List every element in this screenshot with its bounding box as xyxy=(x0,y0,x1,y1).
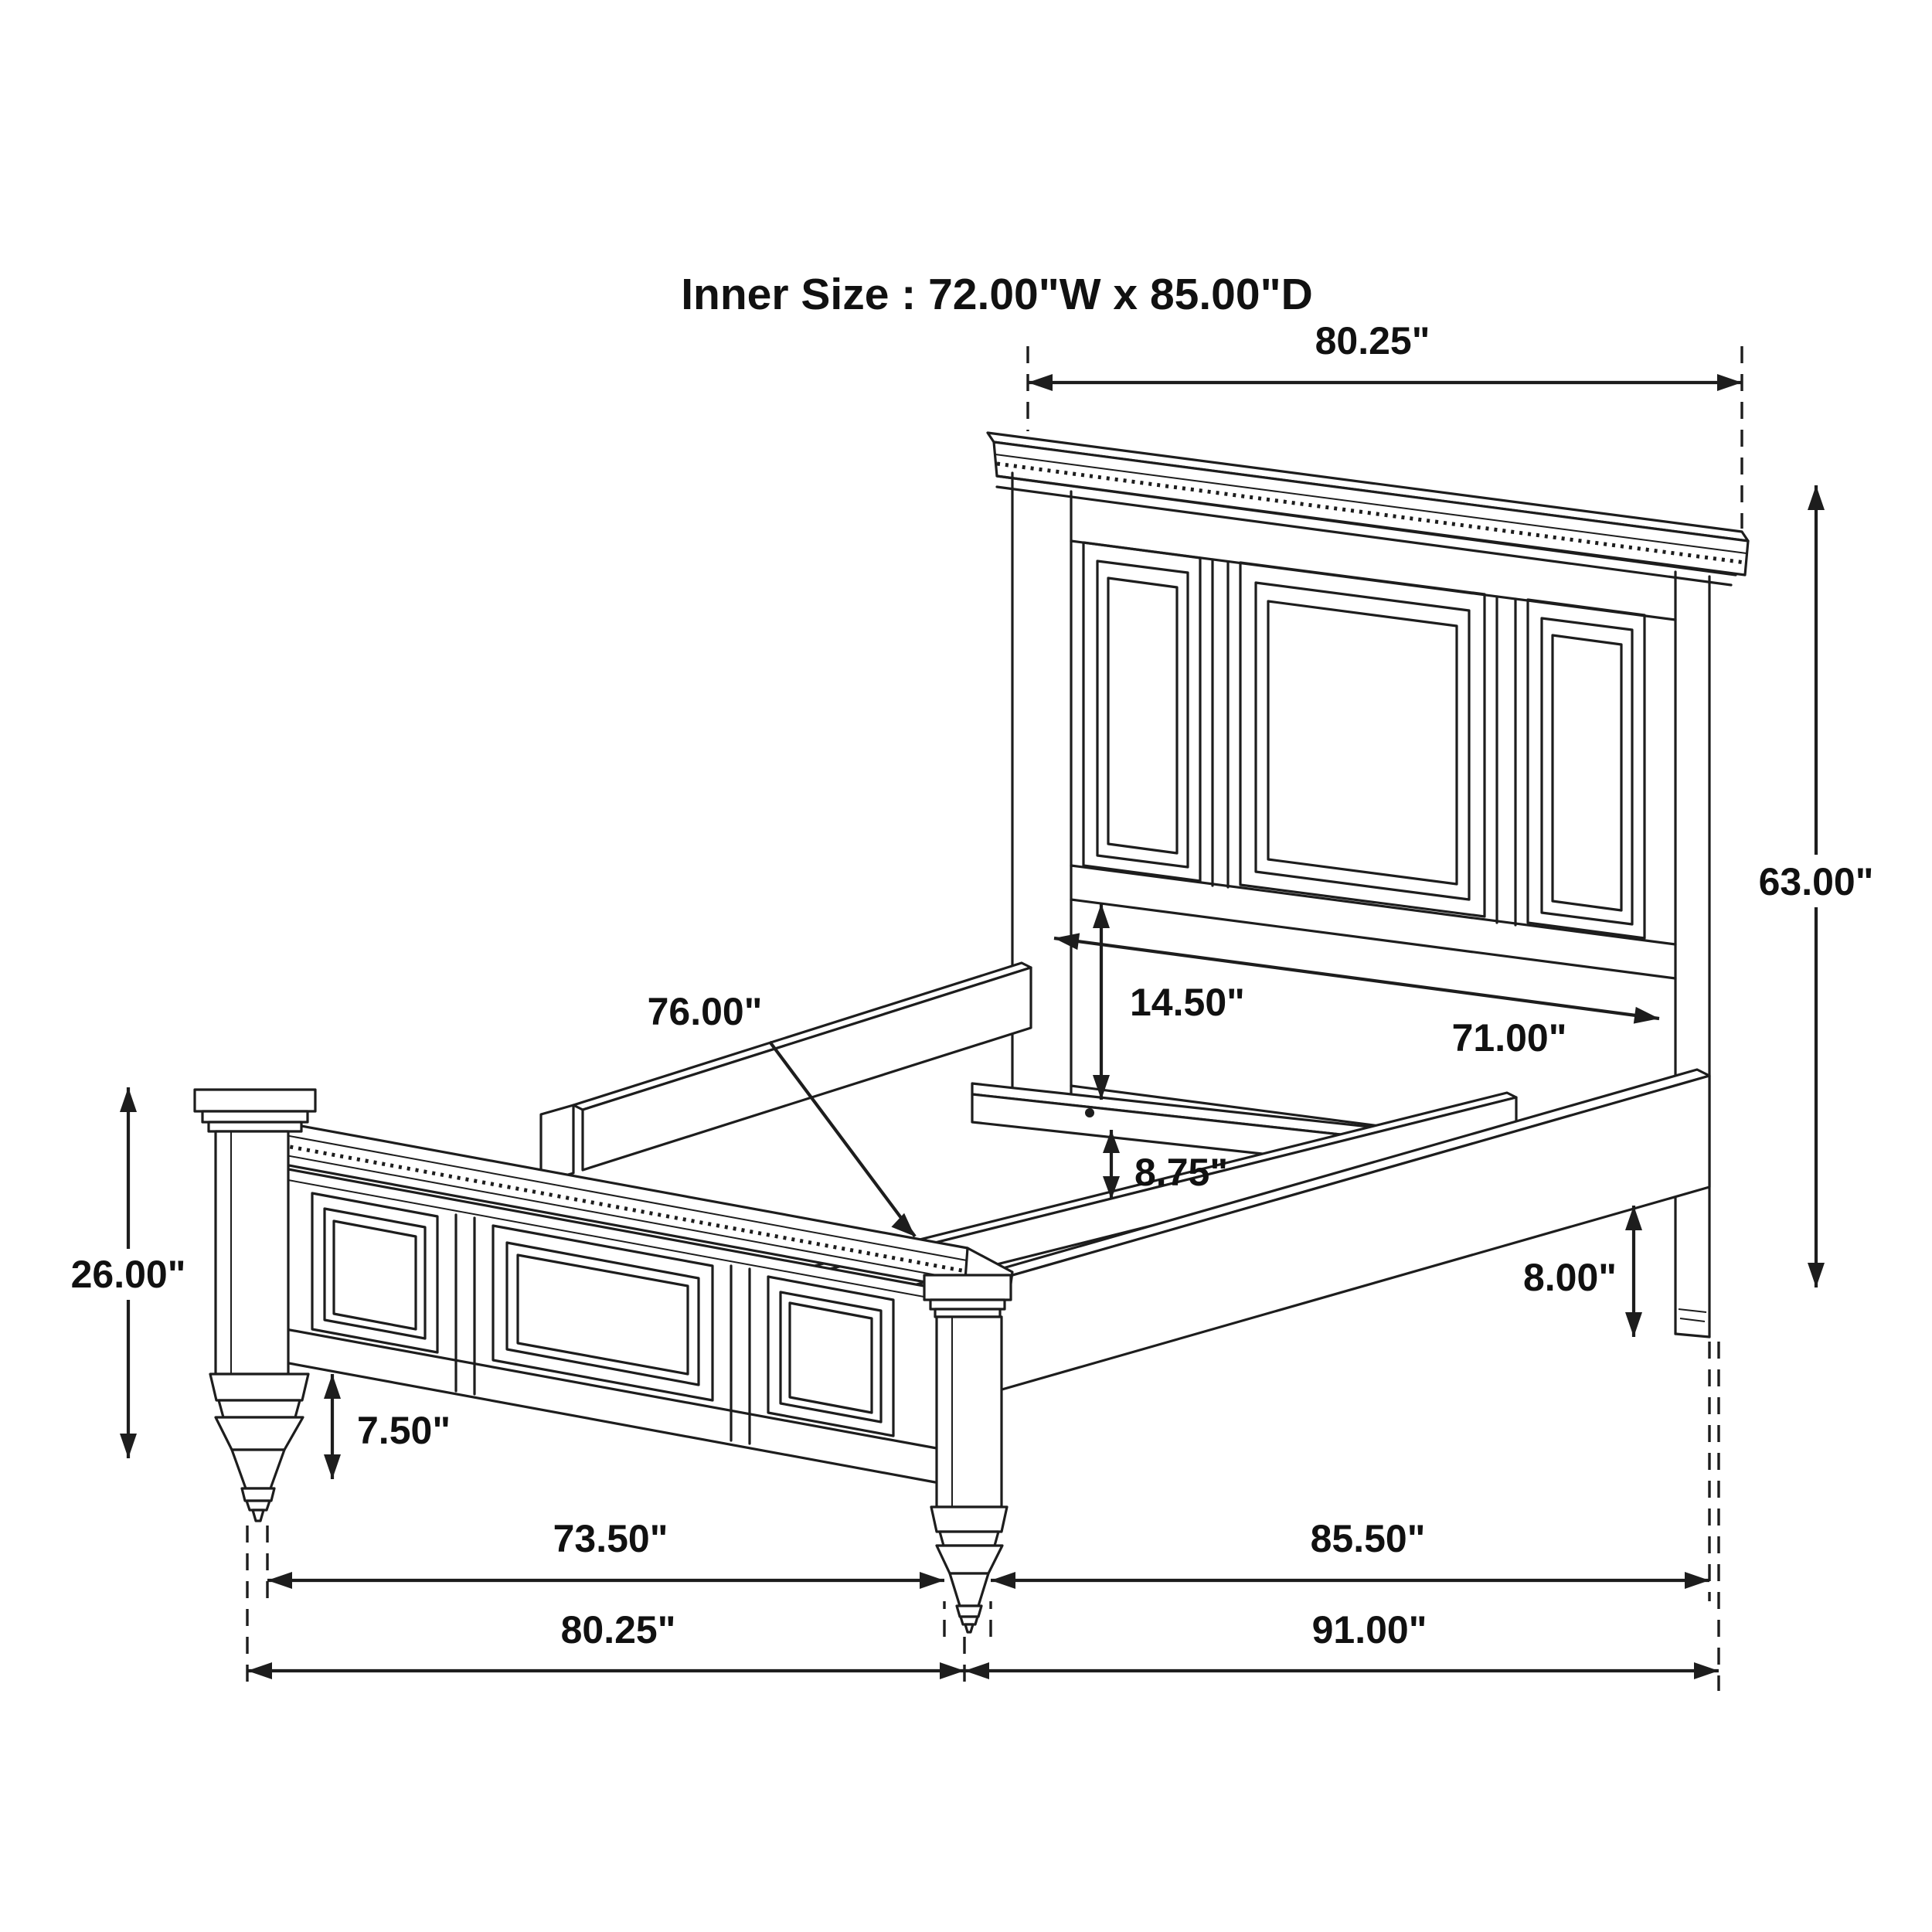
dim-label-rail-clearance: 8.00" xyxy=(1522,1256,1617,1299)
dim-label-slat-clearance: 8.75" xyxy=(1134,1151,1229,1194)
dimension-footboard-width xyxy=(247,1662,964,1679)
dim-label-leg-height: 7.50" xyxy=(357,1409,451,1452)
slat-peg-dot xyxy=(1085,1108,1094,1117)
dim-label-headboard-height: 63.00" xyxy=(1758,860,1874,903)
dim-label-footboard-inner-span: 73.50" xyxy=(553,1517,668,1560)
dim-label-headboard-width-top: 80.25" xyxy=(1315,319,1430,362)
dim-label-inner-width: 71.00" xyxy=(1451,1016,1567,1060)
dim-label-side-rail-span: 85.50" xyxy=(1310,1517,1426,1560)
dimension-headboard-width-top xyxy=(1028,374,1742,391)
dim-label-footboard-height: 26.00" xyxy=(70,1253,186,1296)
dim-label-footboard-width: 80.25" xyxy=(560,1608,676,1651)
page-title: Inner Size : 72.00"W x 85.00"D xyxy=(681,270,1313,319)
side-rail-left xyxy=(541,963,1031,1182)
dimension-side-rail-span xyxy=(991,1572,1709,1589)
dimension-leg-height xyxy=(324,1374,341,1479)
dimension-rail-clearance xyxy=(1625,1206,1642,1337)
dim-label-lower-rail-height: 14.50" xyxy=(1130,981,1245,1024)
dimension-footboard-inner-span xyxy=(267,1572,944,1589)
dimension-overall-length xyxy=(964,1662,1719,1679)
dim-label-slat-rail-length: 76.00" xyxy=(647,990,763,1033)
dim-label-overall-length: 91.00" xyxy=(1311,1608,1427,1651)
